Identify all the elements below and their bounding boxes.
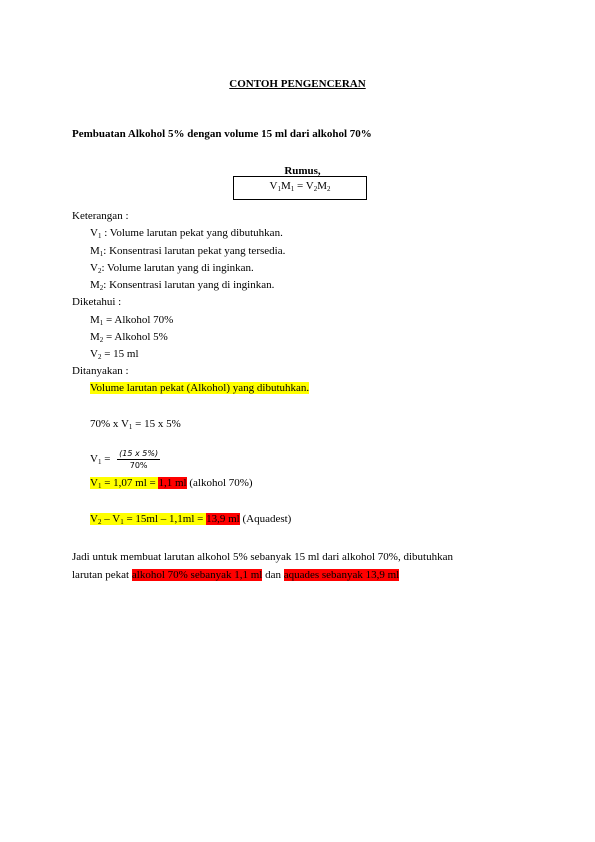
diketahui-item: $M_2$ = Alkohol 5% — [90, 331, 168, 344]
result-v1-value: 1,1 ml — [158, 477, 187, 489]
equation-step-1: 70% x $V_1 = 15$ x 5% — [90, 418, 181, 431]
fraction-step: $V_1$ = $\frac{(15 x 5\%)}{70\%}$ — [90, 449, 159, 470]
ditanyakan-question — [90, 382, 309, 394]
result-aquadest-highlight: $V_2 - V_1 = 15ml - 1,1ml$ = — [90, 513, 207, 526]
conclusion-alkohol: alkohol 70% sebanyak 1,1 ml — [131, 569, 263, 581]
keterangan-item: $M_2$: Konsentrasi larutan yang di inginkan. — [90, 279, 275, 292]
conclusion-aquades: aquades sebanyak 13,9 ml — [283, 569, 400, 581]
keterangan-item: $M_1$: Konsentrasi larutan pekat yang tersedia. — [90, 245, 286, 258]
conclusion-line-1: Jadi untuk membuat larutan alkohol 5% sebanyak 15 ml dari alkohol 70%, dibutuhkan — [72, 551, 453, 563]
diketahui-heading: Diketahui : — [72, 296, 122, 308]
question-highlight: Volume larutan pekat (Alkohol) yang dibutuhkan. — [90, 382, 310, 394]
diketahui-item: $V_2 = 15$ ml — [90, 348, 139, 361]
fraction-numerator: (15 x 5%) — [119, 449, 159, 458]
result-v1-highlight: $V_1 = 1,07$ ml = — [90, 477, 159, 490]
rumus-label: Rumus, — [284, 165, 321, 177]
diketahui-item: $M_1$ = Alkohol 70% — [90, 314, 174, 327]
formula-text: $V_1M_1 = V_2M_2$ — [269, 180, 331, 193]
formula-box — [233, 176, 367, 200]
page-title: CONTOH PENGENCERAN — [229, 78, 366, 90]
ditanyakan-heading: Ditanyakan : — [72, 365, 129, 377]
fraction-denominator: 70% — [129, 461, 148, 470]
keterangan-item: $V_1$ : Volume larutan pekat yang dibutuhkan. — [90, 227, 283, 240]
conclusion-line-2: larutan pekat alkohol 70% sebanyak 1,1 ml dan aquades sebanyak 13,9 ml — [72, 569, 400, 581]
result-v1: $V_1 = 1,07$ ml = 1,1 ml (alkohol 70%) — [90, 477, 253, 490]
subtitle: Pembuatan Alkohol 5% dengan volume 15 ml dari alkohol 70% — [72, 128, 372, 140]
keterangan-heading: Keterangan : — [72, 210, 129, 222]
fraction — [117, 449, 160, 470]
result-aquadest: $V_2 - V_1 = 15ml - 1,1ml = 13,9$ ml (Aquadest) — [90, 513, 292, 526]
keterangan-item: $V_2$: Volume larutan yang di inginkan. — [90, 262, 254, 275]
result-aquadest-value: 13,9 ml — [206, 513, 240, 525]
